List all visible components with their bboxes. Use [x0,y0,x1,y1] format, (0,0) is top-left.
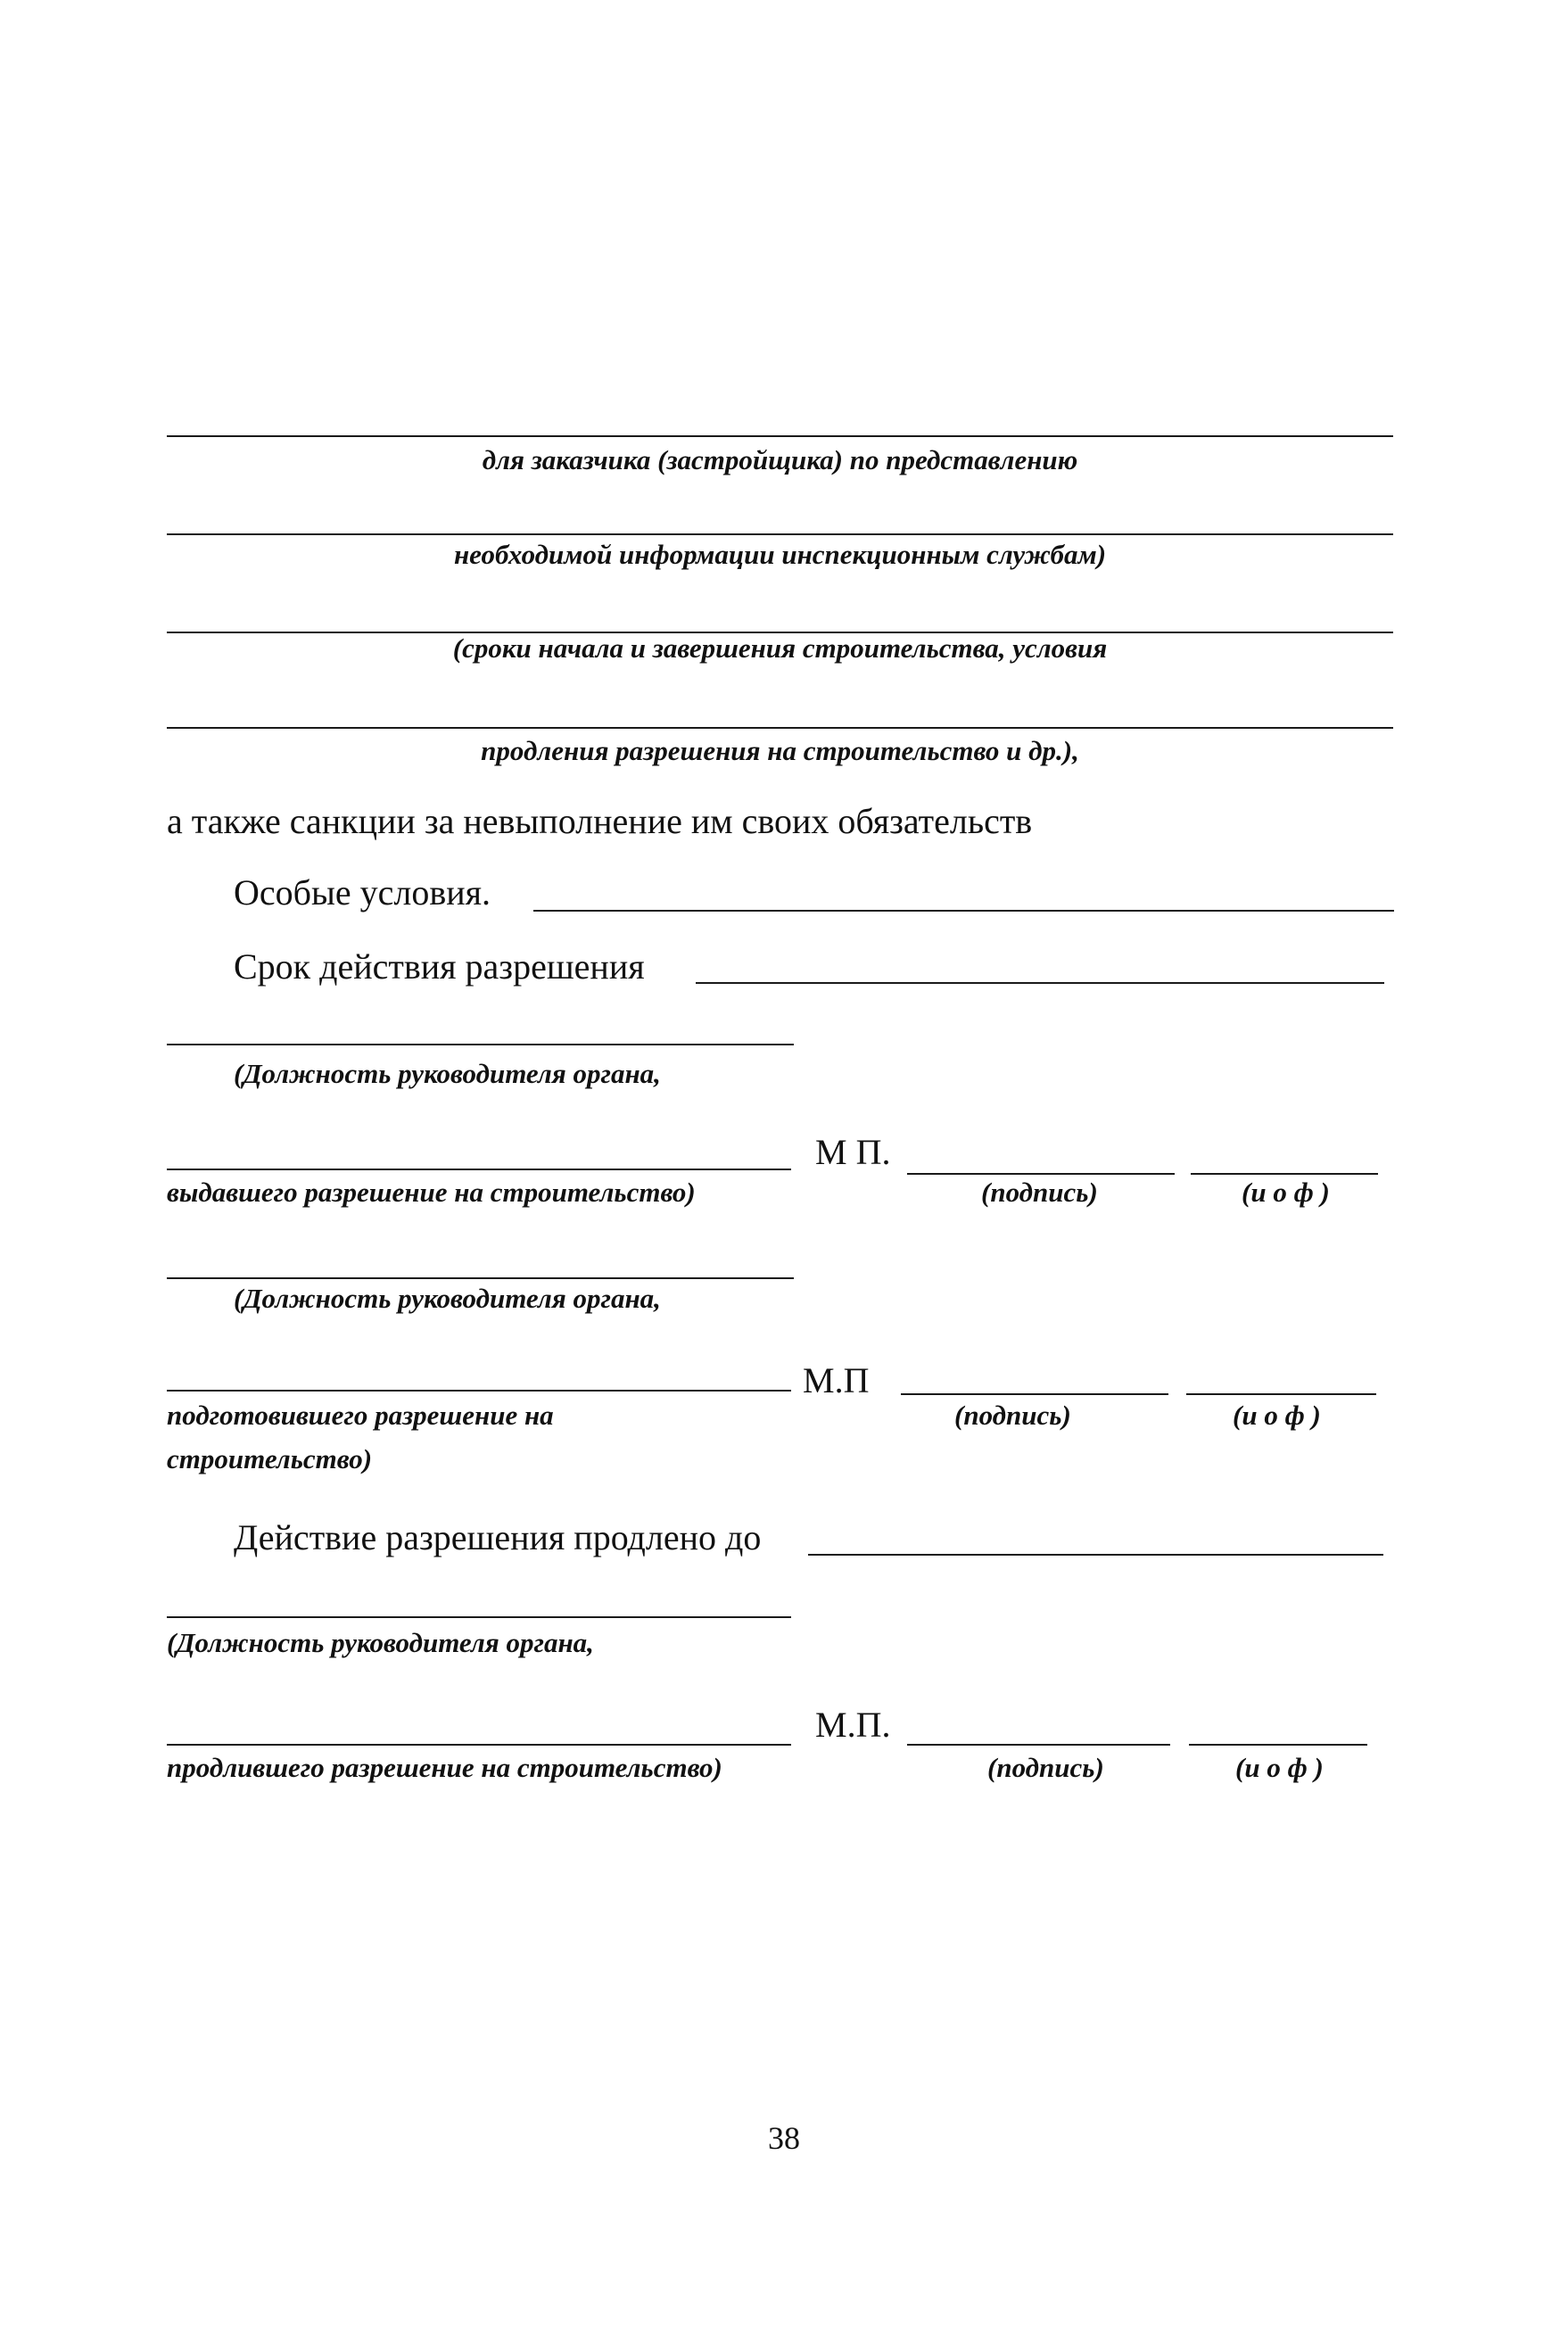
caption-information: необходимой информации инспекционным службам) [453,539,1107,570]
fill-line-1[interactable] [167,435,1393,437]
block3-name-line[interactable] [1189,1744,1367,1746]
block2-position-line-2[interactable] [167,1390,791,1392]
block1-signature-line[interactable] [907,1173,1175,1175]
block3-position-caption-1: (Должность руководителя органа, [167,1627,594,1658]
caption-permit-extension: продления разрешения на строительство и др.), [481,735,1079,766]
block1-stamp-label: М П. [815,1132,891,1172]
caption-construction-dates: (сроки начала и завершения строительства, условия [452,632,1108,664]
block1-name-line[interactable] [1191,1173,1378,1175]
fill-line-4[interactable] [167,727,1393,729]
block3-name-caption: (и о ф ) [1235,1752,1324,1783]
block3-position-caption-2: продлившего разрешение на строительство) [167,1752,722,1783]
page-number: 38 [768,2120,800,2156]
special-conditions-field[interactable] [533,910,1394,912]
block1-position-line-2[interactable] [167,1169,791,1170]
block1-signature-caption: (подпись) [981,1177,1098,1208]
fill-line-2[interactable] [167,533,1393,535]
validity-label: Срок действия разрешения [234,946,645,987]
block2-position-caption-3: строительство) [167,1443,373,1474]
caption-customer: для заказчика (застройщика) по представлению [482,444,1078,475]
block1-name-caption: (и о ф ) [1242,1177,1330,1208]
block3-position-line-1[interactable] [167,1616,791,1618]
block1-position-caption-2: выдавшего разрешение на строительство) [167,1177,696,1208]
block1-position-caption-1: (Должность руководителя органа, [234,1058,661,1089]
block2-position-caption-1: (Должность руководителя органа, [234,1283,661,1314]
block1-position-line-1[interactable] [167,1044,794,1045]
block2-position-line-1[interactable] [167,1277,794,1279]
block2-signature-line[interactable] [901,1393,1168,1395]
block3-position-line-2[interactable] [167,1744,791,1746]
block2-signature-caption: (подпись) [954,1400,1071,1431]
validity-field[interactable] [696,982,1384,984]
block3-stamp-label: М.П. [815,1705,891,1745]
block3-signature-caption: (подпись) [987,1752,1104,1783]
sanctions-text: а также санкции за невыполнение им своих обязательств [167,801,1033,841]
special-conditions-label: Особые условия. [234,872,491,913]
block3-signature-line[interactable] [907,1744,1170,1746]
block2-name-caption: (и о ф ) [1233,1400,1321,1431]
extension-field[interactable] [808,1554,1383,1556]
block2-position-caption-2: подготовившего разрешение на [167,1400,554,1431]
extension-label: Действие разрешения продлено до [234,1517,762,1557]
block2-stamp-label: М.П [803,1360,870,1400]
block2-name-line[interactable] [1186,1393,1376,1395]
